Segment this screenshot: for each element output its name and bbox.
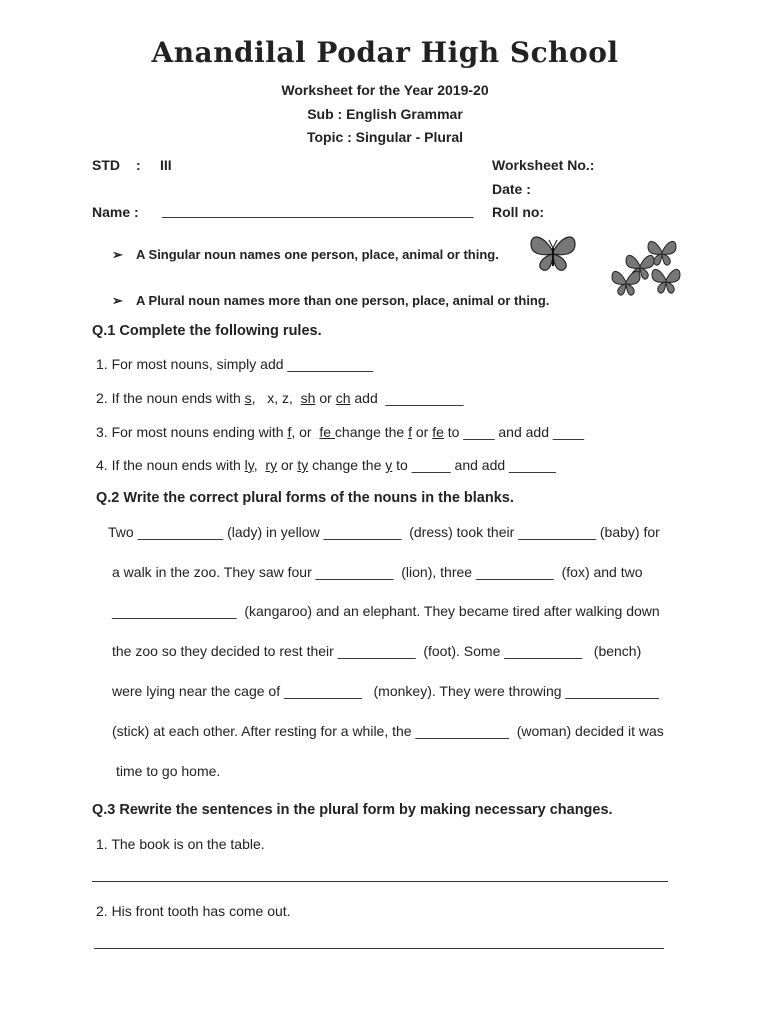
q2-line-1: Two ___________ (lady) in yellow __________ (dress) took their __________ (baby) for [108, 524, 660, 540]
bullet-singular: ➢ [112, 247, 123, 262]
std-colon: : [136, 157, 141, 173]
worksheet-no-label: Worksheet No.: [492, 157, 595, 173]
topic: Topic : Singular - Plural [306, 129, 464, 145]
subject: Sub : English Grammar [307, 106, 463, 122]
q2-line-4: the zoo so they decided to rest their __________ (foot). Some __________ (bench) [112, 643, 642, 659]
q2-line-2: a walk in the zoo. They saw four __________ (lion), three __________ (fox) and two [112, 564, 643, 580]
q3-title: Q.3 Rewrite the sentences in the plural form by making necessary changes. [92, 802, 613, 818]
q1-rule-2: 2. If the noun ends with s, x, z, sh or ch add __________ [96, 390, 464, 406]
q1-rule-4: 4. If the noun ends with ly, ry or ty change the y to _____ and add ______ [96, 457, 556, 473]
singular-definition: A Singular noun names one person, place, animal or thing. [136, 247, 499, 262]
plural-definition: A Plural noun names more than one person, place, animal or thing. [136, 293, 550, 308]
q3-sentence-2: 2. His front tooth has come out. [96, 903, 291, 919]
butterflies-group-icon [610, 238, 684, 300]
q2-line-5: were lying near the cage of __________ (monkey). They were throwing ____________ [112, 683, 659, 699]
name-blank: ________________________________________ [162, 202, 474, 218]
q1-title: Q.1 Complete the following rules. [92, 323, 322, 339]
name-label: Name : [92, 204, 139, 220]
answer-line-2[interactable] [94, 948, 664, 949]
q2-line-6: (stick) at each other. After resting for a while, the ____________ (woman) decided it was [112, 723, 664, 739]
bullet-plural: ➢ [112, 293, 123, 308]
q2-line-3: ________________ (kangaroo) and an elephant. They became tired after walking down [112, 603, 660, 619]
butterfly-icon [527, 232, 579, 274]
date-label: Date : [492, 181, 531, 197]
q3-sentence-1: 1. The book is on the table. [96, 836, 265, 852]
std-label: STD [92, 157, 120, 173]
answer-line-1[interactable] [92, 881, 668, 882]
q1-rule-3: 3. For most nouns ending with f, or fe change the f or fe to ____ and add ____ [96, 424, 585, 440]
school-name: Anandilal Podar High School [151, 36, 619, 69]
q1-rule-1: 1. For most nouns, simply add ___________ [96, 356, 374, 372]
q2-title: Q.2 Write the correct plural forms of the nouns in the blanks. [96, 490, 514, 506]
q2-line-7: time to go home. [116, 763, 221, 779]
roll-no-label: Roll no: [492, 204, 545, 220]
worksheet-year: Worksheet for the Year 2019-20 [281, 82, 489, 98]
std-value: III [160, 157, 172, 173]
